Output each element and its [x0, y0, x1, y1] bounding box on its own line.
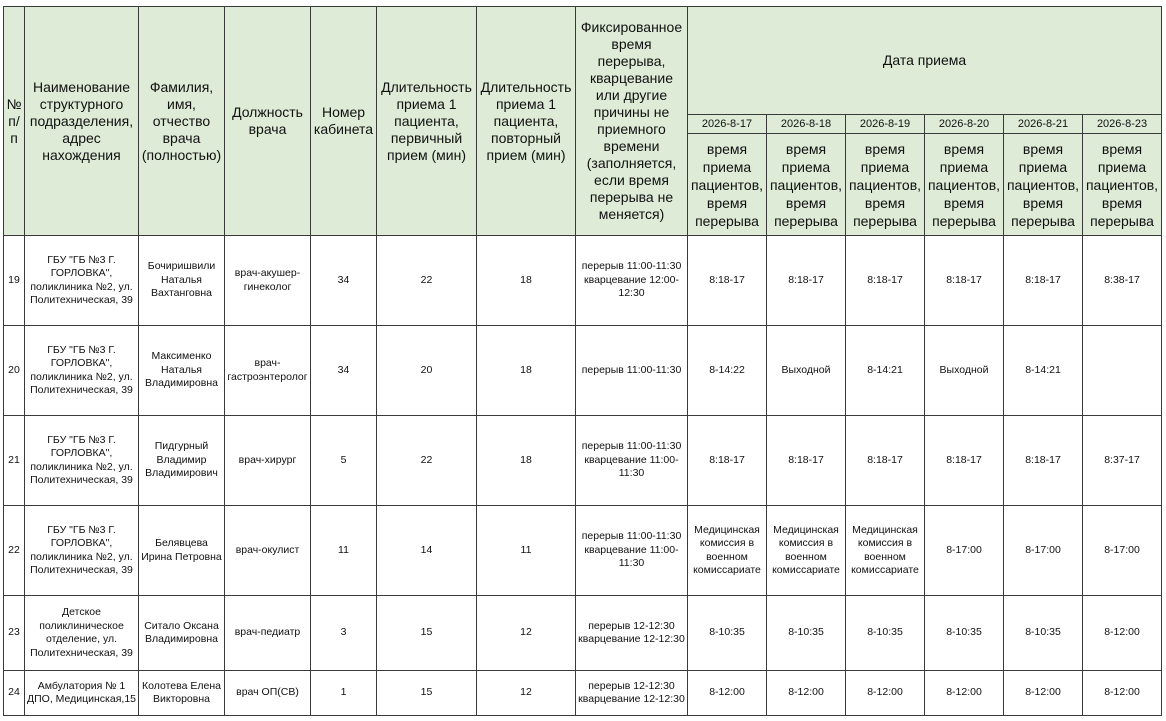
position-cell: врач-акушер-гинеколог	[225, 236, 311, 326]
repeat-duration-cell: 11	[477, 506, 576, 596]
break-cell: перерыв 11:00-11:30 кварцевание 11:00-11:30	[576, 506, 688, 596]
row-number: 22	[4, 506, 25, 596]
header-room: Номер кабинета	[311, 7, 377, 236]
header-date: 2026-8-19	[846, 115, 925, 134]
day-cell: Медицинская комиссия в военном комиссариате	[767, 506, 846, 596]
repeat-duration-cell: 18	[477, 416, 576, 506]
doctor-name-cell: Бочиришвили Наталья Вахтанговна	[139, 236, 225, 326]
first-duration-cell: 22	[377, 416, 477, 506]
day-cell: 8-12:00	[1004, 671, 1083, 716]
row-number: 21	[4, 416, 25, 506]
first-duration-cell: 14	[377, 506, 477, 596]
header-date: 2026-8-21	[1004, 115, 1083, 134]
table-row	[4, 326, 1162, 416]
day-cell: 8-12:00	[688, 671, 767, 716]
day-cell: 8-12:00	[1083, 596, 1162, 671]
header-date-subheader: время приема пациентов, время перерыва	[1083, 134, 1162, 236]
header-date: 2026-8-23	[1083, 115, 1162, 134]
break-cell: перерыв 12-12:30 кварцевание 12-12:30	[576, 596, 688, 671]
break-cell: перерыв 11:00-11:30 кварцевание 11:00-11:30	[576, 416, 688, 506]
table-row	[4, 236, 1162, 326]
doctor-name-cell: Колотева Елена Викторовна	[139, 671, 225, 716]
day-cell: 8-10:35	[925, 596, 1004, 671]
day-cell: 8-12:00	[925, 671, 1004, 716]
position-cell: врач-хирург	[225, 416, 311, 506]
first-duration-cell: 15	[377, 596, 477, 671]
header-first-duration: Длительность приема 1 пациента, первичный прием (мин)	[377, 7, 477, 236]
day-cell: Медицинская комиссия в военном комиссариате	[846, 506, 925, 596]
room-cell: 1	[311, 671, 377, 716]
table-row	[4, 671, 1162, 716]
day-cell: 8:18-17	[846, 416, 925, 506]
header-date-group: Дата приема	[688, 7, 1162, 115]
doctor-name-cell: Максименко Наталья Владимировна	[139, 326, 225, 416]
day-cell: 8-14:22	[688, 326, 767, 416]
table-row	[4, 416, 1162, 506]
header-date: 2026-8-17	[688, 115, 767, 134]
table-row	[4, 596, 1162, 671]
doctor-name-cell: Пидгурный Владимир Владимирович	[139, 416, 225, 506]
day-cell: 8:18-17	[846, 236, 925, 326]
header-number: № п/п	[4, 7, 25, 236]
break-cell: перерыв 12-12:30 кварцевание 12-12:30	[576, 671, 688, 716]
day-cell: Выходной	[925, 326, 1004, 416]
day-cell: 8:18-17	[688, 236, 767, 326]
day-cell: 8-10:35	[767, 596, 846, 671]
day-cell: 8:18-17	[688, 416, 767, 506]
room-cell: 34	[311, 326, 377, 416]
repeat-duration-cell: 18	[477, 326, 576, 416]
header-date-subheader: время приема пациентов, время перерыва	[846, 134, 925, 236]
room-cell: 11	[311, 506, 377, 596]
day-cell: 8-17:00	[1083, 506, 1162, 596]
header-repeat-duration: Длительность приема 1 пациента, повторный прием (мин)	[477, 7, 576, 236]
unit-cell: ГБУ "ГБ №3 Г. ГОРЛОВКА", поликлиника №2, ул. Политехническая, 39	[25, 236, 139, 326]
header-date: 2026-8-20	[925, 115, 1004, 134]
position-cell: врач-окулист	[225, 506, 311, 596]
day-cell: 8-12:00	[767, 671, 846, 716]
day-cell	[1083, 326, 1162, 416]
day-cell: Медицинская комиссия в военном комиссариате	[688, 506, 767, 596]
day-cell: 8-10:35	[846, 596, 925, 671]
day-cell: 8:18-17	[925, 416, 1004, 506]
header-unit: Наименование структурного подразделения, адрес нахождения	[25, 7, 139, 236]
first-duration-cell: 20	[377, 326, 477, 416]
unit-cell: Детское поликлиническое отделение, ул. Политехническая, 39	[25, 596, 139, 671]
position-cell: врач-педиатр	[225, 596, 311, 671]
header-date-subheader: время приема пациентов, время перерыва	[767, 134, 846, 236]
first-duration-cell: 22	[377, 236, 477, 326]
row-number: 19	[4, 236, 25, 326]
unit-cell: ГБУ "ГБ №3 Г. ГОРЛОВКА", поликлиника №2, ул. Политехническая, 39	[25, 416, 139, 506]
unit-cell: Амбулатория № 1 ДПО, Медицинская,15	[25, 671, 139, 716]
header-date-subheader: время приема пациентов, время перерыва	[688, 134, 767, 236]
break-cell: перерыв 11:00-11:30 кварцевание 12:00-12:30	[576, 236, 688, 326]
room-cell: 5	[311, 416, 377, 506]
day-cell: 8-17:00	[1004, 506, 1083, 596]
header-date: 2026-8-18	[767, 115, 846, 134]
repeat-duration-cell: 18	[477, 236, 576, 326]
day-cell: 8:38-17	[1083, 236, 1162, 326]
header-break-time: Фиксированное время перерыва, кварцевание или другие причины не приемного времени (заполняется, если время перерыва не меняется)	[576, 7, 688, 236]
unit-cell: ГБУ "ГБ №3 Г. ГОРЛОВКА", поликлиника №2, ул. Политехническая, 39	[25, 506, 139, 596]
room-cell: 3	[311, 596, 377, 671]
day-cell: Выходной	[767, 326, 846, 416]
day-cell: 8-12:00	[846, 671, 925, 716]
day-cell: 8-17:00	[925, 506, 1004, 596]
repeat-duration-cell: 12	[477, 596, 576, 671]
schedule-table	[3, 6, 1162, 716]
room-cell: 34	[311, 236, 377, 326]
header-date-subheader: время приема пациентов, время перерыва	[925, 134, 1004, 236]
header-date-subheader: время приема пациентов, время перерыва	[1004, 134, 1083, 236]
day-cell: 8-14:21	[846, 326, 925, 416]
table-row	[4, 506, 1162, 596]
repeat-duration-cell: 12	[477, 671, 576, 716]
day-cell: 8-12:00	[1083, 671, 1162, 716]
day-cell: 8:18-17	[1004, 416, 1083, 506]
day-cell: 8-14:21	[1004, 326, 1083, 416]
day-cell: 8:37-17	[1083, 416, 1162, 506]
unit-cell: ГБУ "ГБ №3 Г. ГОРЛОВКА", поликлиника №2, ул. Политехническая, 39	[25, 326, 139, 416]
doctor-name-cell: Ситало Оксана Владимировна	[139, 596, 225, 671]
day-cell: 8:18-17	[767, 416, 846, 506]
header-doctor-name: Фамилия, имя, отчество врача (полностью)	[139, 7, 225, 236]
row-number: 20	[4, 326, 25, 416]
row-number: 24	[4, 671, 25, 716]
position-cell: врач-гастроэнтеролог	[225, 326, 311, 416]
header-position: Должность врача	[225, 7, 311, 236]
day-cell: 8:18-17	[1004, 236, 1083, 326]
day-cell: 8:18-17	[925, 236, 1004, 326]
day-cell: 8-10:35	[1004, 596, 1083, 671]
break-cell: перерыв 11:00-11:30	[576, 326, 688, 416]
day-cell: 8:18-17	[767, 236, 846, 326]
row-number: 23	[4, 596, 25, 671]
doctor-name-cell: Белявцева Ирина Петровна	[139, 506, 225, 596]
position-cell: врач ОП(СВ)	[225, 671, 311, 716]
first-duration-cell: 15	[377, 671, 477, 716]
day-cell: 8-10:35	[688, 596, 767, 671]
